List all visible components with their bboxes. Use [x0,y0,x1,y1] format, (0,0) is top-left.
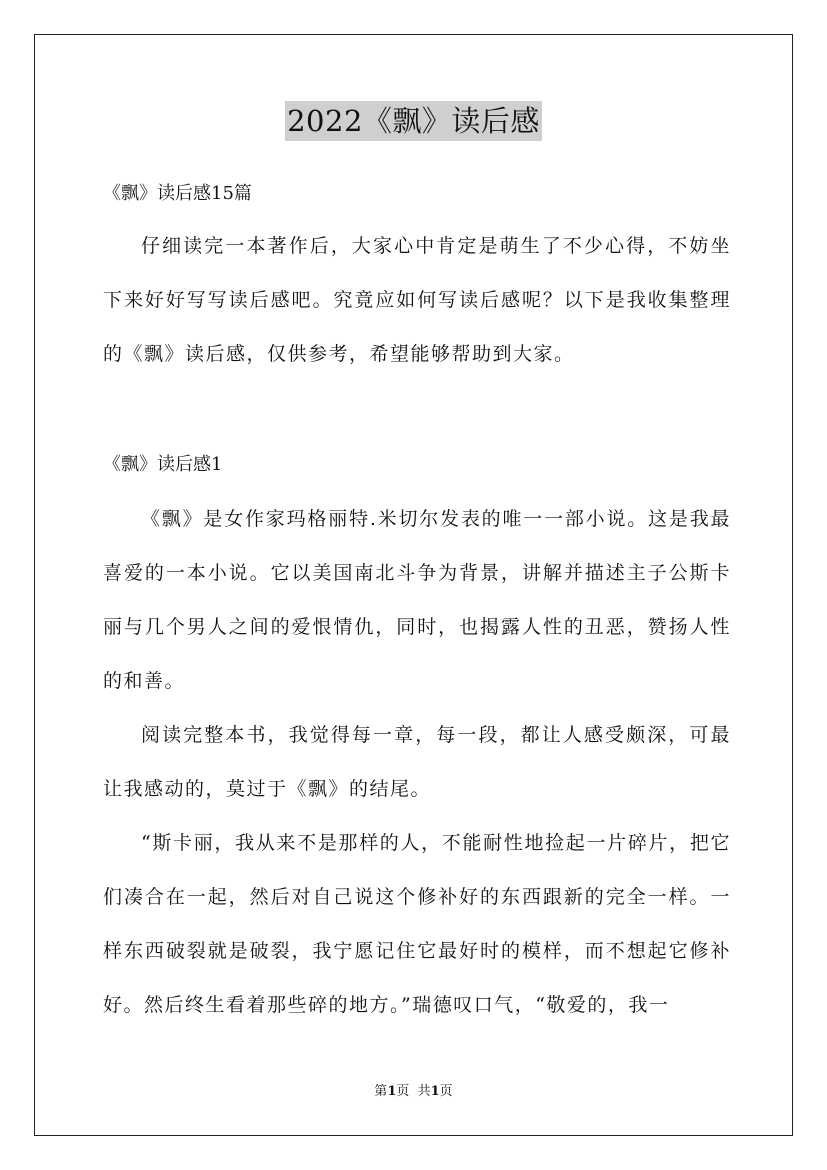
footer-suffix: 页 [439,1084,453,1099]
title-container [0,101,827,141]
body-paragraph: 《飘》是女作家玛格丽特.米切尔发表的唯一一部小说。这是我最喜爱的一本小说。它以美国南北斗争为背景，讲解并描述主子公斯卡丽与几个男人之间的爱恨情仇，同时，也揭露人性的丑恶，赞扬人性的和善。 [103,508,731,692]
page-footer [0,1083,827,1101]
body-paragraph: 阅读完整本书，我觉得每一章，每一段，都让人感受颇深，可最让我感动的，莫过于《飘》的结尾。 [103,724,731,800]
document-title: 2022《飘》读后感 [285,101,542,141]
body-paragraph: “斯卡丽，我从来不是那样的人，不能耐性地捡起一片碎片，把它们凑合在一起，然后对自己说这个修补好的东西跟新的完全一样。一样东西破裂就是破裂，我宁愿记住它最好时的模样，而不想起它修补好。然后终生看着那些碎的地方。”瑞德叹口气，“敬爱的，我一 [103,832,731,1016]
footer-prefix: 第 [374,1084,388,1099]
intro-paragraph: 仔细读完一本著作后，大家心中肯定是萌生了不少心得，不妨坐下来好好写写读后感吧。究竟应如何写读后感呢？以下是我收集整理的《飘》读后感，仅供参考，希望能够帮助到大家。 [103,235,731,365]
footer-page-current: 1 [387,1084,397,1099]
document-subtitle: 《飘》读后感15篇 [103,183,252,204]
footer-page-total: 1 [430,1084,440,1099]
footer-mid: 页 共 [396,1084,431,1099]
section-heading: 《飘》读后感1 [103,454,223,475]
